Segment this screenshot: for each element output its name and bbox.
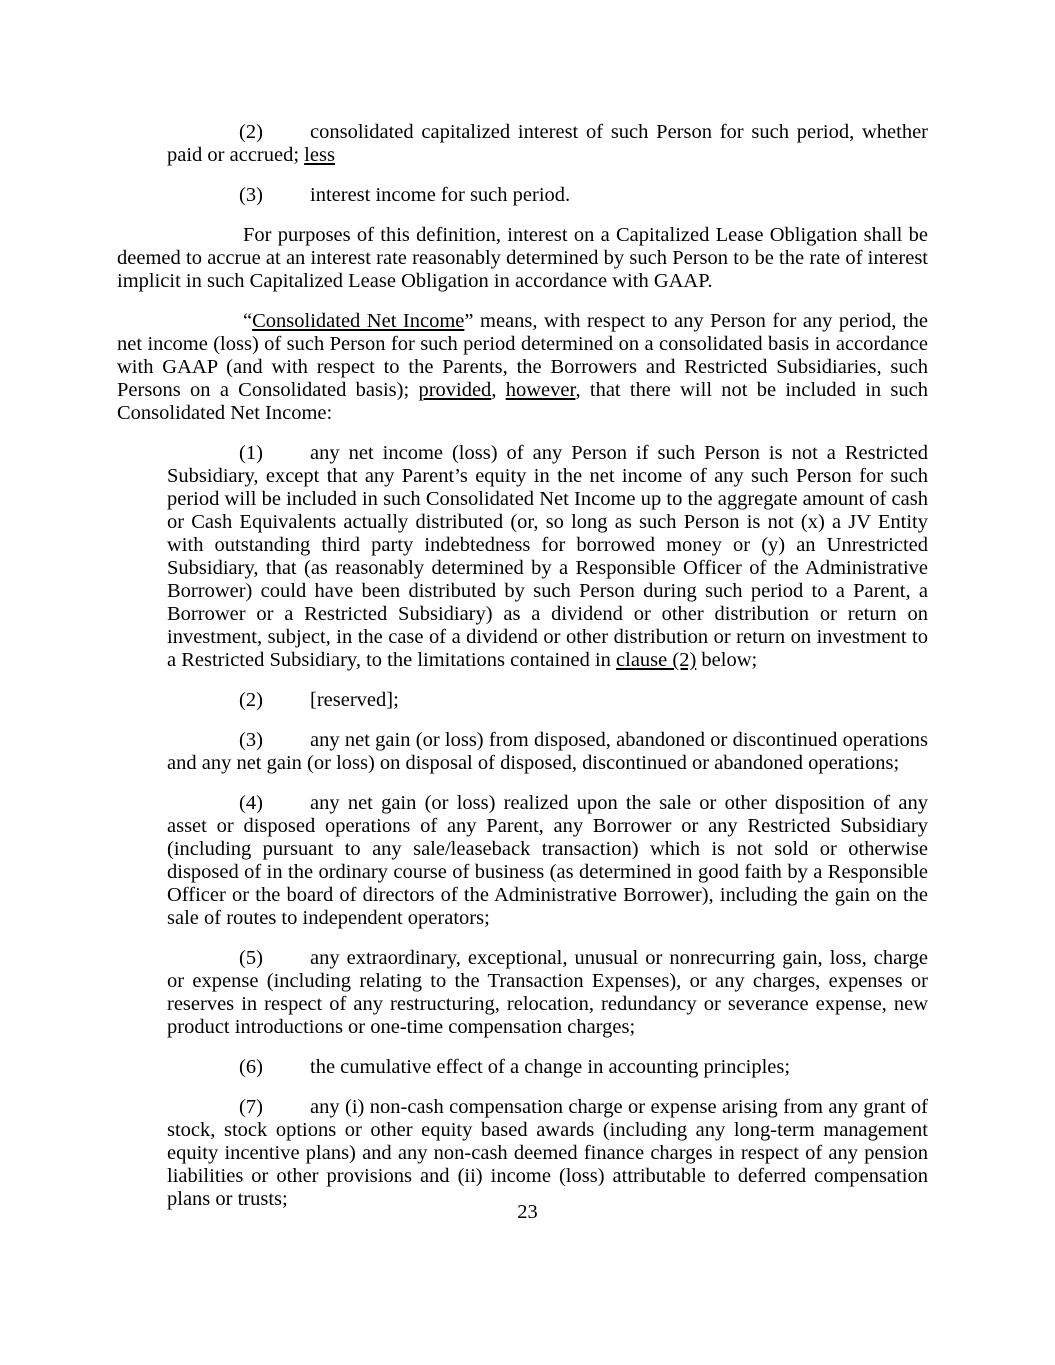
text-run: the cumulative effect of a change in accounting principles; [310,1056,791,1078]
list-item [167,1056,928,1079]
list-item-number: (3) [239,729,263,751]
text-run: consolidated capitalized interest of such Person for such period, whether paid or accrued; [167,121,928,166]
list-item-number: (1) [239,442,263,464]
text-run: any net gain (or loss) from disposed, abandoned or discontinued operations and any net gain (or loss) on disposal of disposed, discontinued or abandoned operations; [167,729,928,774]
list-item [167,184,928,207]
list-item-number: (3) [239,184,263,206]
text-run: any net income (loss) of any Person if such Person is not a Restricted Subsidiary, except that any Parent’s equity in the net income of any such Person for such period will be included in such Consolidated Net Income up to the aggregate amount of cash or Cash Equivalents actually distributed (or, so long as such Person is not (x) a JV Entity with outstanding third party indebtedness for borrowed money or (y) an Unrestricted Subsidiary, that (as reasonably determined by a Responsible Officer of the Administrative Borrower) could have been distributed by such Person during such period to a Parent, a Borrower or a Restricted Subsidiary) as a dividend or other distribution or return on investment, subject, in the case of a dividend or other distribution or return on investment to a Restricted Subsidiary, to the limitations contained in [167,442,928,671]
list-item [167,792,928,930]
text-run: any extraordinary, exceptional, unusual or nonrecurring gain, loss, charge or expense (including relating to the Transaction Expenses), or any charges, expenses or reserves in respect of any restructuring, relocation, redundancy or severance expense, new product introductions or one-time compensation charges; [167,947,928,1038]
text-run: “ [243,310,253,332]
text-run: , [491,379,506,401]
text-run: ” means, with respect to any Person for any period, the net income (loss) of such Person for such period determined on a consolidated basis in accordance with GAAP (and with respect to the Parents, the Borrowers and Restricted Subsidiaries, such Persons on a Consolidated basis); [117,310,928,401]
list-item [167,442,928,672]
text-run: any (i) non-cash compensation charge or expense arising from any grant of stock, stock options or other equity based awards (including any long-term management equity incentive plans) and any non-cash deemed finance charges in respect of any pension liabilities or other provisions and (ii) income (loss) attributable to deferred compensation plans or trusts; [167,1096,928,1210]
list-item [167,947,928,1039]
text-run: interest income for such period. [310,184,571,206]
list-item [167,689,928,712]
list-item [167,1096,928,1211]
text-run: , that there will not be included in such Consolidated Net Income: [117,379,929,424]
text-run: below; [696,649,758,671]
underlined-text: less [304,144,335,166]
underlined-text: however [505,379,576,401]
list-item-number: (6) [239,1056,263,1078]
list-item [167,121,928,167]
list-item-number: (2) [239,689,263,711]
page-number: 23 [517,1201,538,1223]
list-item-number: (4) [239,792,263,814]
list-item-number: (2) [239,121,263,143]
paragraph [117,224,928,293]
list-item-number: (5) [239,947,263,969]
list-item-number: (7) [239,1096,263,1118]
text-run: any net gain (or loss) realized upon the sale or other disposition of any asset or disposed operations of any Parent, any Borrower or any Restricted Subsidiary (including pursuant to any sale/leaseback transaction) which is not sold or otherwise disposed of in the ordinary course of business (as determined in good faith by a Responsible Officer or the board of directors of the Administrative Borrower), including the gain on the sale of routes to independent operators; [167,792,928,929]
paragraph [117,310,928,425]
underlined-text: Consolidated Net Income [252,310,465,332]
underlined-text: clause (2) [616,649,697,671]
list-item [167,729,928,775]
underlined-text: provided [418,379,492,401]
text-run: For purposes of this definition, interest on a Capitalized Lease Obligation shall be deemed to accrue at an interest rate reasonably determined by such Person to be the rate of interest implicit in such Capitalized Lease Obligation in accordance with GAAP. [117,224,928,292]
text-run: [reserved]; [310,689,399,711]
